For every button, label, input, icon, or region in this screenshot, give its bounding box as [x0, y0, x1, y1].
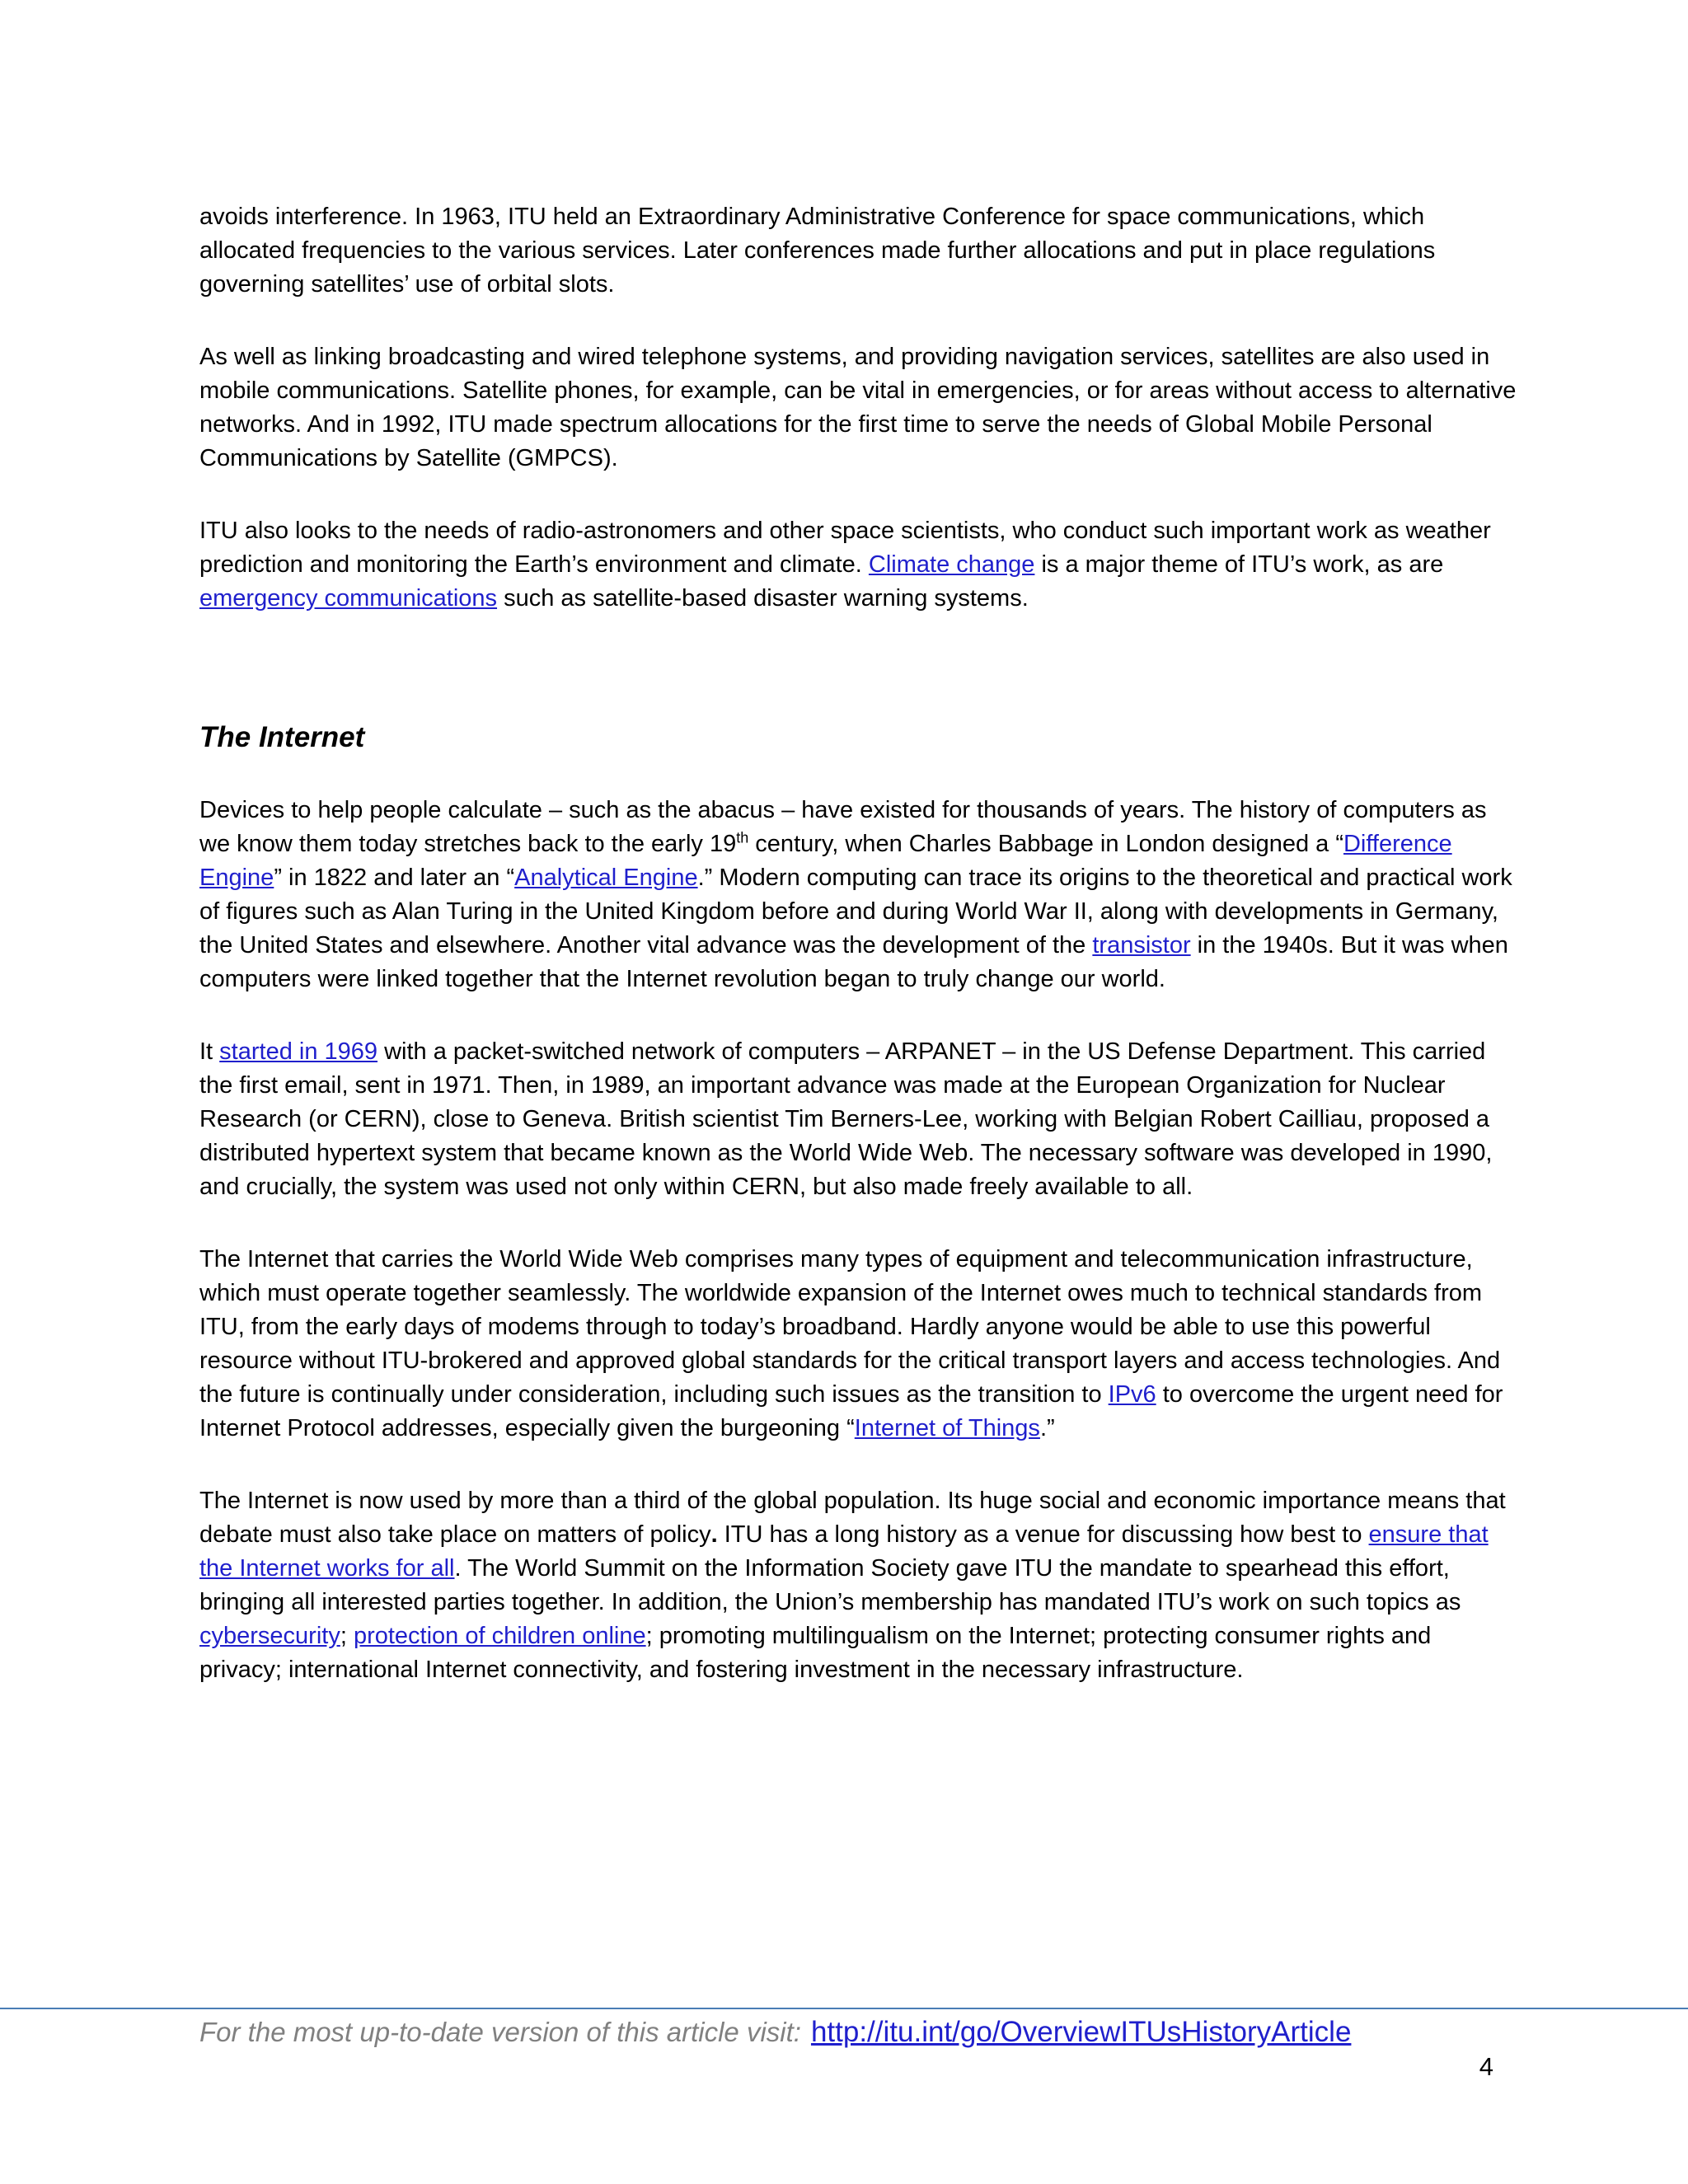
transistor-link[interactable]: transistor	[1092, 932, 1191, 958]
paragraph-text: It	[199, 1038, 220, 1065]
paragraph-text: As well as linking broadcasting and wired telephone systems, and providing navigation services, satellites are also used in mobile communications. Satellite phones, for example, can be vital in emergencies, or for areas without access to alternative networks. And in 1992, ITU made spectrum allocations for the first time to serve the needs of Global Mobile Personal Communications by Satellite (GMPCS).	[199, 344, 1517, 471]
paragraph-text: such as satellite-based disaster warning systems.	[497, 585, 1029, 612]
paragraph-text: ITU also looks to the needs of radio-astronomers and other space scientists, who conduct such important work as weather prediction and monitoring the Earth’s environment and climate.	[199, 518, 1491, 578]
paragraph-text: The Internet is now used by more than a third of the global population. Its huge social and economic importance means that debate must also take place on matters of policy	[199, 1488, 1506, 1548]
paragraph-space-science	[199, 514, 1518, 616]
bold-period: .	[710, 1521, 718, 1548]
started-in-1969-link[interactable]: started in 1969	[219, 1038, 378, 1065]
paragraph-text: avoids interference. In 1963, ITU held an Extraordinary Administrative Conference for space communications, which allocated frequencies to the various services. Later conferences made further allocations and put in place regulations governing satellites’ use of orbital slots.	[199, 204, 1436, 298]
paragraph-text: ;	[340, 1623, 354, 1649]
page-footer	[199, 2013, 1518, 2051]
internet-of-things-link[interactable]: Internet of Things	[854, 1415, 1040, 1441]
footer-divider	[0, 2008, 1688, 2009]
child-online-protection-link[interactable]: protection of children online	[353, 1623, 646, 1649]
paragraph-text: The Internet that carries the World Wide Web comprises many types of equipment and telecommunication infrastructure, which must operate together seamlessly. The worldwide expansion of the Internet owes much to technical standards from ITU, from the early days of modems through to today’s broadband. Hardly anyone would be able to use this powerful resource without ITU-brokered and approved global standards for the critical transport layers and access technologies. And the future is continually under consideration, including such issues as the transition to	[199, 1246, 1501, 1408]
paragraph-text: century, when Charles Babbage in London designed a “	[748, 831, 1343, 857]
footer-article-url-link[interactable]: http://itu.int/go/OverviewITUsHistoryArticle	[810, 2016, 1352, 2048]
paragraph-internet-policy	[199, 1484, 1518, 1687]
paragraph-text: in the 1940s. But it was when computers were linked together that the Internet revolution began to truly change our world.	[199, 932, 1508, 992]
paragraph-text: is a major theme of ITU’s work, as are	[1034, 551, 1444, 578]
paragraph-text: to overcome the urgent need for Internet Protocol addresses, especially given the burgeoning “	[199, 1381, 1503, 1441]
paragraph-computing-history	[199, 794, 1518, 996]
internet-works-for-all-link[interactable]: ensure that the Internet works for all	[199, 1521, 1489, 1582]
superscript: th	[736, 829, 749, 846]
paragraph-text: ” in 1822 and later an “	[274, 865, 515, 891]
paragraph-satellite-conferences	[199, 200, 1518, 302]
paragraph-text: Devices to help people calculate – such as the abacus – have existed for thousands of years. The history of computers as we know them today stretches back to the early 19	[199, 797, 1487, 857]
ipv6-link[interactable]: IPv6	[1108, 1381, 1156, 1408]
analytical-engine-link[interactable]: Analytical Engine	[514, 865, 698, 891]
document-body	[199, 200, 1518, 1726]
paragraph-internet-standards	[199, 1243, 1518, 1446]
section-heading: The Internet	[199, 721, 365, 753]
paragraph-text: ; promoting multilingualism on the Internet; protecting consumer rights and privacy; international Internet connectivity, and fostering investment in the necessary infrastructure.	[199, 1623, 1432, 1683]
paragraph-mobile-satellite	[199, 340, 1518, 476]
cybersecurity-link[interactable]: cybersecurity	[199, 1623, 340, 1649]
paragraph-text: with a packet-switched network of computers – ARPANET – in the US Defense Department. This carried the first email, sent in 1971. Then, in 1989, an important advance was made at the European Organization for Nuclear Research (or CERN), close to Geneva. British scientist Tim Berners-Lee, working with Belgian Robert Cailliau, proposed a distributed hypertext system that became known as the World Wide Web. The necessary software was developed in 1990, and crucially, the system was used not only within CERN, but also made freely available to all.	[199, 1038, 1493, 1200]
paragraph-text: . The World Summit on the Information Society gave ITU the mandate to spearhead this effort, bringing all interested parties together. In addition, the Union’s membership has mandated ITU’s work on such topics as	[199, 1555, 1461, 1615]
paragraph-arpanet	[199, 1035, 1518, 1204]
footer-note: For the most up-to-date version of this article visit:	[199, 2017, 801, 2047]
page-number: 4	[1479, 2052, 1493, 2081]
climate-change-link[interactable]: Climate change	[868, 551, 1035, 578]
paragraph-text: ITU has a long history as a venue for discussing how best to	[717, 1521, 1369, 1548]
paragraph-text: .”	[1039, 1415, 1055, 1441]
emergency-communications-link[interactable]: emergency communications	[199, 585, 498, 612]
difference-engine-link[interactable]: Difference Engine	[199, 831, 1452, 891]
paragraph-text: .” Modern computing can trace its origins to the theoretical and practical work of figures such as Alan Turing in the United Kingdom before and during World War II, along with developments in Germany, the United States and elsewhere. Another vital advance was the development of the	[199, 865, 1512, 958]
